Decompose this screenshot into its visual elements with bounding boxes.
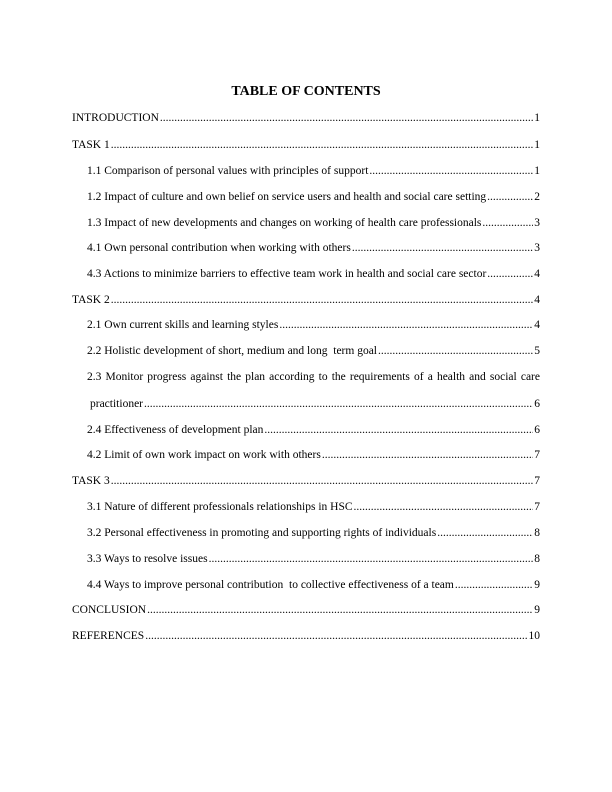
dot-leader: [352, 241, 533, 255]
dot-leader: [160, 111, 533, 125]
toc-entry-label: 1.2 Impact of culture and own belief on service users and health and social care setting: [87, 191, 487, 203]
toc-page-number: 4: [534, 294, 540, 306]
toc-entry-task-2[interactable]: [72, 293, 540, 307]
toc-page-number: 6: [534, 398, 540, 410]
toc-entry-label: CONCLUSION: [72, 604, 147, 616]
toc-page-number: 3: [534, 242, 540, 254]
dot-leader: [264, 423, 533, 437]
toc-entry-label: 1.1 Comparison of personal values with principles of support: [87, 165, 369, 177]
toc-entry-2-3[interactable]: [87, 370, 540, 384]
dot-leader: [111, 474, 534, 488]
toc-entry-label: REFERENCES: [72, 630, 145, 642]
toc-entry-4-2[interactable]: [87, 448, 540, 462]
toc-entry-1-1[interactable]: [87, 164, 540, 178]
toc-title: TABLE OF CONTENTS: [231, 84, 381, 99]
dot-leader: [322, 448, 533, 462]
toc-page-number: 7: [534, 475, 540, 487]
toc-entry-label: INTRODUCTION: [72, 112, 159, 124]
dot-leader: [144, 397, 533, 411]
toc-page-number: 7: [534, 501, 540, 513]
toc-page-number: 7: [534, 449, 540, 461]
dot-leader: [354, 500, 534, 514]
dot-leader: [482, 216, 533, 230]
toc-entry-label: 2.3 Monitor progress against the plan according to the requirements of a health and social care: [87, 371, 540, 383]
toc-entry-label: TASK 3: [72, 475, 110, 487]
toc-entry-conclusion[interactable]: [72, 603, 540, 617]
toc-page-number: 1: [534, 165, 540, 177]
dot-leader: [378, 344, 533, 358]
toc-page-number: 5: [534, 345, 540, 357]
toc-page-number: 10: [528, 630, 540, 642]
toc-entry-label: 1.3 Impact of new developments and changes on working of health care professionals: [87, 217, 482, 229]
toc-entry-introduction[interactable]: [72, 111, 540, 125]
toc-entry-3-2[interactable]: [87, 526, 540, 540]
toc-entry-1-3[interactable]: [87, 216, 540, 230]
toc-entry-label: 2.2 Holistic development of short, medium and long term goal: [87, 345, 378, 357]
toc-page-number: 3: [534, 217, 540, 229]
dot-leader: [147, 603, 533, 617]
toc-entry-label: 2.1 Own current skills and learning styles: [87, 319, 279, 331]
toc-entry-4-3[interactable]: [87, 267, 540, 281]
toc-entry-3-3[interactable]: [87, 552, 540, 566]
toc-entry-label: 3.1 Nature of different professionals relationships in HSC: [87, 501, 353, 513]
toc-entry-2-3-continuation[interactable]: [90, 397, 540, 411]
dot-leader: [487, 190, 533, 204]
toc-page-number: 1: [534, 139, 540, 151]
toc-page-number: 1: [534, 112, 540, 124]
toc-page-number: 8: [534, 527, 540, 539]
dot-leader: [455, 578, 533, 592]
toc-entry-label: TASK 2: [72, 294, 110, 306]
toc-page-number: 6: [534, 424, 540, 436]
dot-leader: [111, 138, 534, 152]
toc-entry-label: 3.3 Ways to resolve issues: [87, 553, 208, 565]
toc-entry-label: practitioner: [90, 398, 144, 410]
toc-entry-label: 4.1 Own personal contribution when working with others: [87, 242, 351, 254]
toc-entry-2-2[interactable]: [87, 344, 540, 358]
toc-entry-3-1[interactable]: [87, 500, 540, 514]
toc-page-number: 9: [534, 579, 540, 591]
toc-entry-references[interactable]: [72, 629, 540, 643]
dot-leader: [487, 267, 533, 281]
toc-entry-4-4[interactable]: [87, 578, 540, 592]
dot-leader: [369, 164, 533, 178]
toc-page-number: 8: [534, 553, 540, 565]
toc-page-number: 9: [534, 604, 540, 616]
toc-entry-label: 2.4 Effectiveness of development plan: [87, 424, 264, 436]
toc-entry-task-3[interactable]: [72, 474, 540, 488]
toc-entry-2-4[interactable]: [87, 423, 540, 437]
toc-page-number: 2: [534, 191, 540, 203]
toc-entry-label: 4.4 Ways to improve personal contribution to collective effectiveness of a team: [87, 579, 454, 591]
toc-entry-label: 4.2 Limit of own work impact on work with others: [87, 449, 321, 461]
toc-entry-label: TASK 1: [72, 139, 110, 151]
toc-entry-1-2[interactable]: [87, 190, 540, 204]
toc-entry-4-1[interactable]: [87, 241, 540, 255]
dot-leader: [437, 526, 533, 540]
dot-leader: [209, 552, 534, 566]
dot-leader: [145, 629, 527, 643]
toc-entry-label: 4.3 Actions to minimize barriers to effective team work in health and social care sector: [87, 268, 487, 280]
toc-entry-label: 3.2 Personal effectiveness in promoting and supporting rights of individuals: [87, 527, 437, 539]
toc-entry-2-1[interactable]: [87, 318, 540, 332]
dot-leader: [279, 318, 533, 332]
dot-leader: [111, 293, 534, 307]
toc-page-number: 4: [534, 268, 540, 280]
toc-page-number: 4: [534, 319, 540, 331]
toc-entry-task-1[interactable]: [72, 138, 540, 152]
